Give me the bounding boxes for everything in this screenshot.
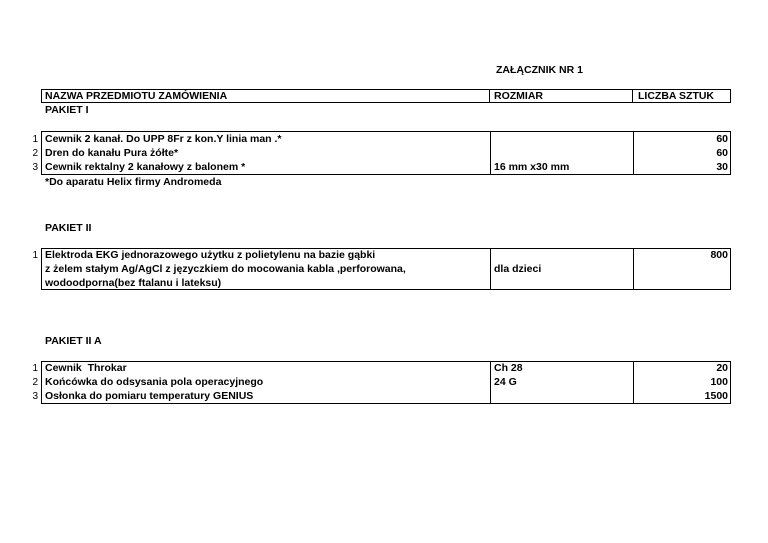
item-qty: 1500 bbox=[704, 390, 728, 402]
row-number: 3 bbox=[32, 391, 38, 402]
item-name-line: Elektroda EKG jednorazowego użytku z polietylenu na bazie gąbki bbox=[45, 249, 376, 261]
item-qty: 60 bbox=[716, 147, 728, 159]
item-qty: 20 bbox=[716, 362, 728, 374]
pakiet-1-divider-1 bbox=[490, 131, 491, 175]
row-number: 1 bbox=[32, 250, 38, 261]
pakiet-2a-divider-1 bbox=[490, 361, 491, 404]
item-name: Cewnik Throkar bbox=[45, 362, 127, 374]
pakiet-1-note: *Do aparatu Helix firmy Andromeda bbox=[45, 176, 222, 188]
pakiet-1-label: PAKIET I bbox=[45, 104, 89, 116]
document-title: ZAŁĄCZNIK NR 1 bbox=[496, 64, 583, 76]
pakiet-1-divider-2 bbox=[633, 131, 634, 175]
item-qty: 100 bbox=[710, 376, 728, 388]
item-name-line: wodoodporna(bez ftalanu i lateksu) bbox=[45, 277, 222, 289]
item-qty: 60 bbox=[716, 133, 728, 145]
row-number: 3 bbox=[32, 162, 38, 173]
pakiet-2-divider-1 bbox=[490, 248, 491, 290]
item-qty: 800 bbox=[710, 249, 728, 261]
header-size-label: ROZMIAR bbox=[494, 90, 543, 102]
item-qty: 30 bbox=[716, 161, 728, 173]
item-name: Końcówka do odsysania pola operacyjnego bbox=[45, 376, 264, 388]
item-size: dla dzieci bbox=[494, 263, 542, 275]
item-name-line: z żelem stałym Ag/AgCl z języczkiem do mocowania kabla ,perforowana, bbox=[45, 263, 406, 275]
row-number: 2 bbox=[32, 377, 38, 388]
item-size: 24 G bbox=[494, 376, 517, 388]
item-size: 16 mm x30 mm bbox=[494, 161, 570, 173]
row-number: 1 bbox=[32, 134, 38, 145]
pakiet-2-label: PAKIET II bbox=[45, 222, 92, 234]
row-number: 1 bbox=[32, 363, 38, 374]
header-name-label: NAZWA PRZEDMIOTU ZAMÓWIENIA bbox=[45, 90, 228, 102]
item-name: Osłonka do pomiaru temperatury GENIUS bbox=[45, 390, 254, 402]
item-name: Cewnik rektalny 2 kanałowy z balonem * bbox=[45, 161, 246, 173]
item-name: Cewnik 2 kanał. Do UPP 8Fr z kon.Y linia man .* bbox=[45, 133, 282, 145]
header-qty-label: LICZBA SZTUK bbox=[638, 90, 715, 102]
item-size: Ch 28 bbox=[494, 362, 523, 374]
pakiet-2-divider-2 bbox=[633, 248, 634, 290]
pakiet-2a-label: PAKIET II A bbox=[45, 335, 102, 347]
item-name: Dren do kanału Pura żółte* bbox=[45, 147, 179, 159]
row-number: 2 bbox=[32, 148, 38, 159]
pakiet-2a-divider-2 bbox=[633, 361, 634, 404]
